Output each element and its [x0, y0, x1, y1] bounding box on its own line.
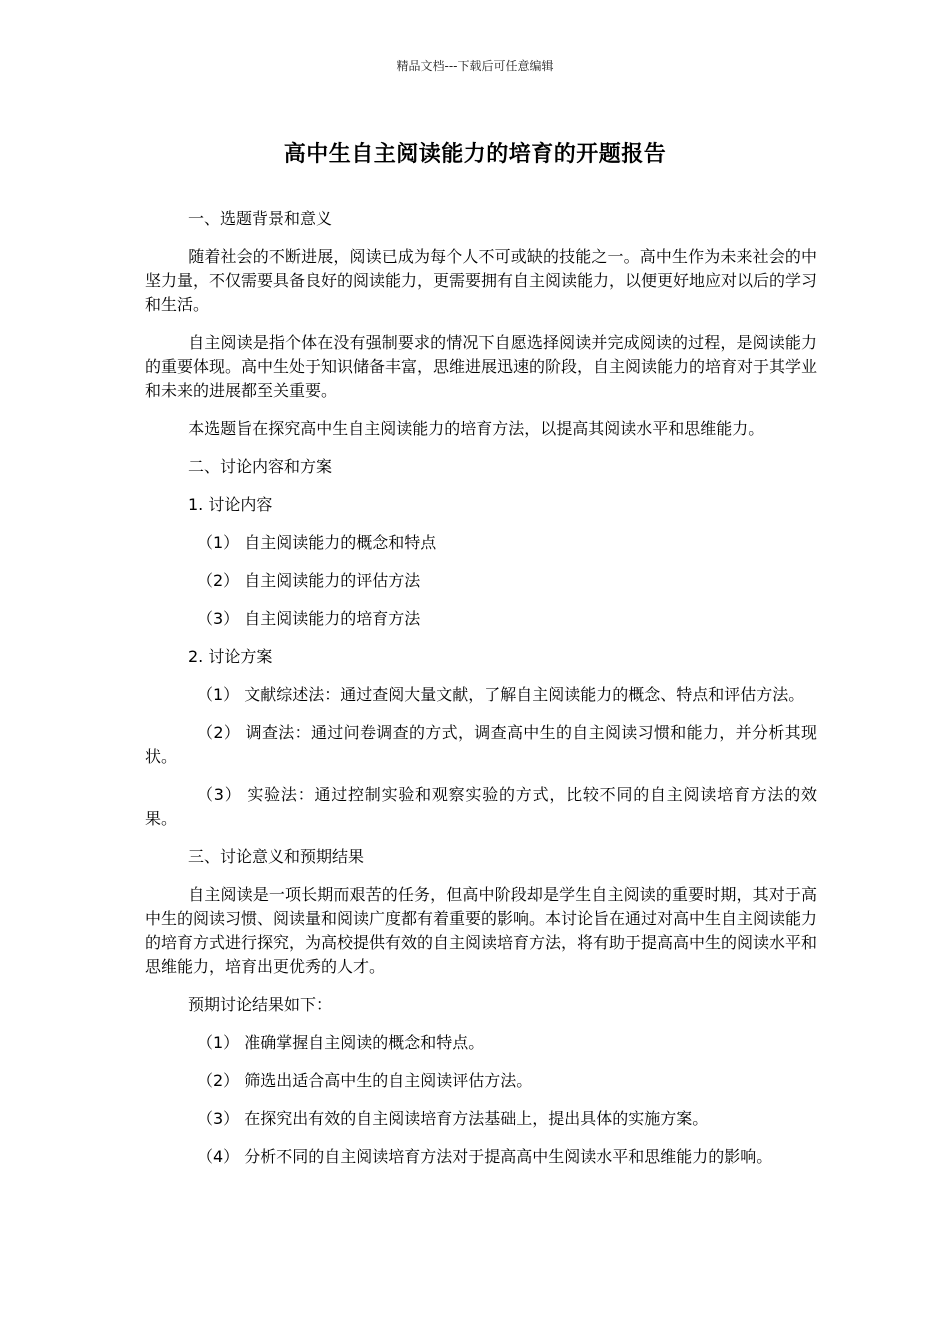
- subsection-heading: 1. 讨论内容: [188, 495, 273, 514]
- list-item: （3） 实验法：通过控制实验和观察实验的方式，比较不同的自主阅读培育方法的效果。: [145, 785, 817, 828]
- list-item: （2） 自主阅读能力的评估方法: [197, 571, 421, 590]
- list-item: （1） 准确掌握自主阅读的概念和特点。: [197, 1033, 485, 1052]
- page-header: 精品文档---下载后可任意编辑: [396, 59, 554, 73]
- paragraph: 自主阅读是指个体在没有强制要求的情况下自愿选择阅读并完成阅读的过程，是阅读能力的重要体现。高中生处于知识储备丰富，思维进展迅速的阶段，自主阅读能力的培育对于其学业和未来的进展都至关重要。: [145, 333, 818, 400]
- section-heading: 一、选题背景和意义: [188, 209, 333, 228]
- paragraph: 自主阅读是一项长期而艰苦的任务，但高中阶段却是学生自主阅读的重要时期，其对于高中生的阅读习惯、阅读量和阅读广度都有着重要的影响。本讨论旨在通过对高中生自主阅读能力的培育方式进行探究，为高校提供有效的自主阅读培育方法，将有助于提高高中生的阅读水平和思维能力，培育出更优秀的人才。: [145, 885, 818, 976]
- section-heading: 二、讨论内容和方案: [188, 457, 333, 476]
- paragraph: 本选题旨在探究高中生自主阅读能力的培育方法，以提高其阅读水平和思维能力。: [188, 419, 765, 438]
- paragraph: 预期讨论结果如下：: [188, 995, 333, 1014]
- list-item: （2） 调查法：通过问卷调查的方式，调查高中生的自主阅读习惯和能力，并分析其现状。: [145, 723, 817, 766]
- list-item: （2） 筛选出适合高中生的自主阅读评估方法。: [197, 1071, 533, 1090]
- paragraph: 随着社会的不断进展，阅读已成为每个人不可或缺的技能之一。高中生作为未来社会的中坚力量，不仅需要具备良好的阅读能力，更需要拥有自主阅读能力，以便更好地应对以后的学习和生活。: [145, 247, 818, 314]
- list-item: （4） 分析不同的自主阅读培育方法对于提高高中生阅读水平和思维能力的影响。: [197, 1147, 773, 1166]
- subsection-heading: 2. 讨论方案: [188, 647, 273, 666]
- list-item: （1） 文献综述法：通过查阅大量文献，了解自主阅读能力的概念、特点和评估方法。: [197, 685, 805, 704]
- list-item: （1） 自主阅读能力的概念和特点: [197, 533, 437, 552]
- list-item: （3） 在探究出有效的自主阅读培育方法基础上，提出具体的实施方案。: [197, 1109, 709, 1128]
- section-heading: 三、讨论意义和预期结果: [188, 847, 365, 866]
- document-body: [145, 207, 817, 1183]
- document-title: 高中生自主阅读能力的培育的开题报告: [283, 142, 667, 167]
- list-item: （3） 自主阅读能力的培育方法: [197, 609, 421, 628]
